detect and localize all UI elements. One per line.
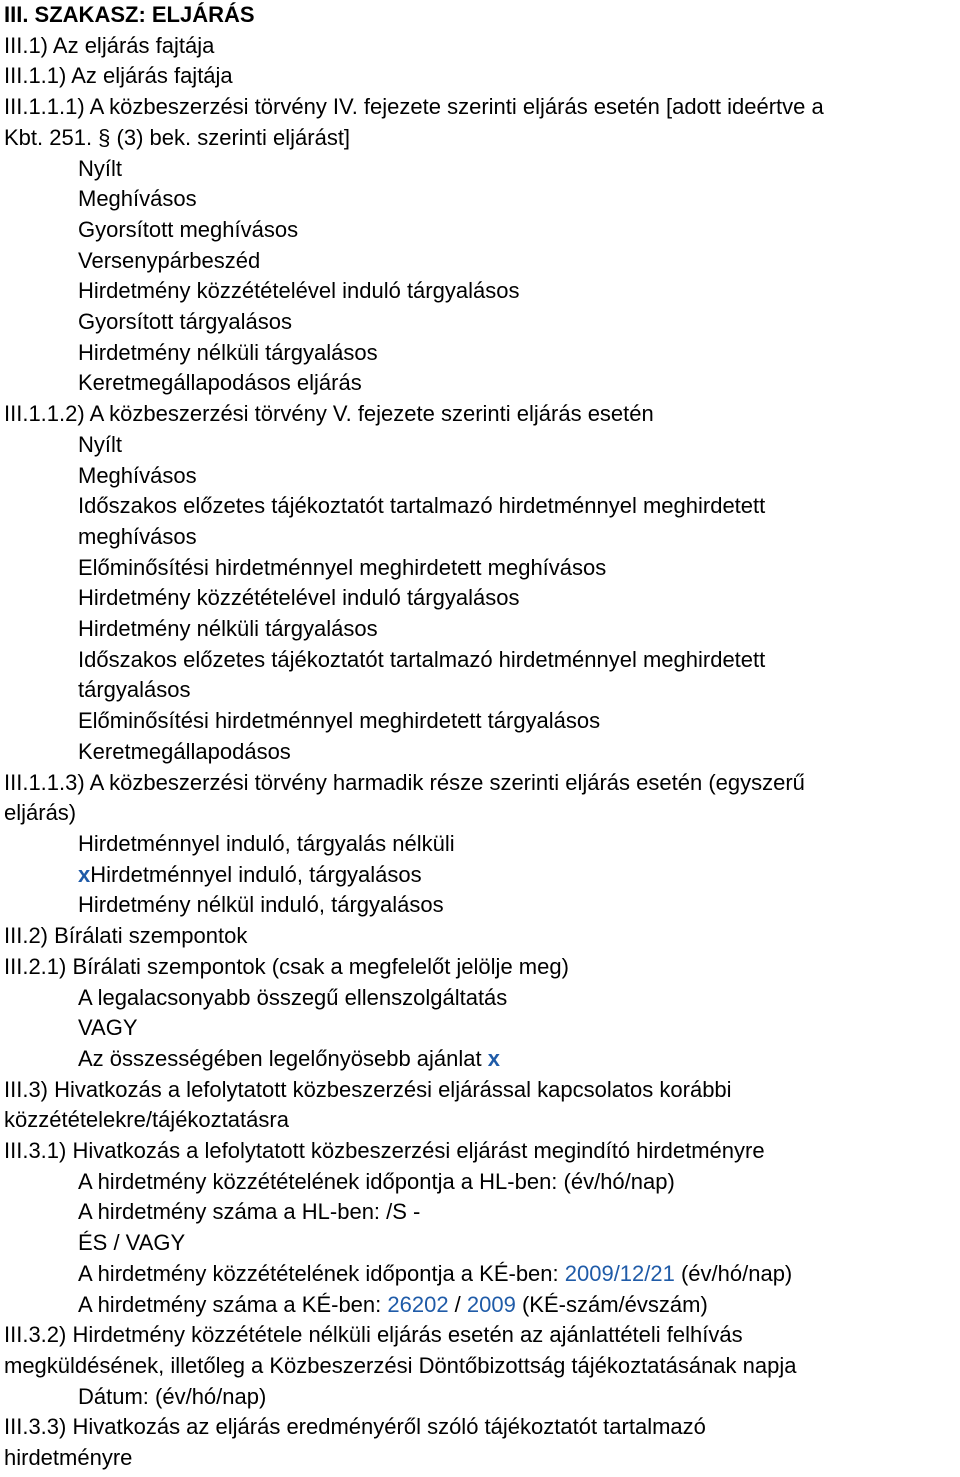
hl-date-label: A hirdetmény közzétételének időpontja a HL-ben: (év/hó/nap) [78,1168,675,1194]
criteria-heading: III.2) Bírálati szempontok [4,923,248,949]
ke-date-line [4,1259,956,1290]
criteria-option-2-label: Az összességében legelőnyösebb ajánlat [78,1045,482,1071]
part4-option: Gyorsított tárgyalásos [78,309,292,335]
part5-option: meghívásos [78,523,197,549]
result-heading-line2: hirdetményre [4,1445,133,1471]
part5-option: Hirdetmény közzétételével induló tárgyalásos [78,585,520,611]
part3-option-2 [4,860,956,891]
part3-option-2-label: Hirdetménnyel induló, tárgyalásos [90,861,422,887]
ke-date-prefix: A hirdetmény közzétételének időpontja a KÉ-ben: [78,1260,565,1286]
part4-option: Meghívásos [78,186,197,212]
part5-option: Előminősítési hirdetménnyel meghirdetett tárgyalásos [78,708,601,734]
ke-year-value: 2009 [466,1291,516,1317]
part4-option: Hirdetmény közzétételével induló tárgyalásos [78,278,520,304]
part5-heading: III.1.1.2) A közbeszerzési törvény V. fejezete szerinti eljárás esetén [4,401,654,427]
ke-number-suffix: (KÉ-szám/évszám) [515,1291,708,1317]
part5-option: Keretmegállapodásos [78,738,291,764]
criteria-option-1: A legalacsonyabb összegű ellenszolgáltatás [78,984,508,1010]
part5-option: Időszakos előzetes tájékoztatót tartalmazó hirdetménnyel meghirdetett [78,493,766,519]
part3-option-1: Hirdetménnyel induló, tárgyalás nélküli [78,830,455,856]
procedure-type-subheading: III.1.1) Az eljárás fajtája [4,63,233,89]
selected-mark: x [487,1045,500,1071]
part4-option: Versenypárbeszéd [78,247,261,273]
ke-number-line [4,1290,956,1321]
part5-option: tárgyalásos [78,677,191,703]
part5-option: Hirdetmény nélküli tárgyalásos [78,616,378,642]
ke-number-value: 26202 [387,1291,449,1317]
section-title: III. SZAKASZ: ELJÁRÁS [4,2,255,27]
part4-option: Nyílt [78,155,122,181]
criteria-option-2 [4,1044,956,1075]
part4-option: Keretmegállapodásos eljárás [78,370,362,396]
criteria-or: VAGY [78,1015,138,1041]
part5-option: Előminősítési hirdetménnyel meghirdetett meghívásos [78,554,607,580]
part5-option: Időszakos előzetes tájékoztatót tartalmazó hirdetménnyel meghirdetett [78,646,766,672]
part5-option: Meghívásos [78,462,197,488]
criteria-subheading: III.2.1) Bírálati szempontok (csak a megfelelőt jelölje meg) [4,953,569,979]
reference-heading-line2: közzétételekre/tájékoztatásra [4,1107,289,1133]
ke-date-value: 2009/12/21 [564,1260,675,1286]
part3-option-3: Hirdetmény nélkül induló, tárgyalásos [78,892,444,918]
no-notice-heading-line2: megküldésének, illetőleg a Közbeszerzési Döntőbizottság tájékoztatásának napja [4,1352,797,1378]
notice-heading: III.3.1) Hivatkozás a lefolytatott közbeszerzési eljárást megindító hirdetményre [4,1138,765,1164]
part3-heading-line2: eljárás) [4,800,77,826]
selected-mark: x [78,861,91,887]
ke-number-separator: / [448,1291,467,1317]
part4-heading-line2: Kbt. 251. § (3) bek. szerinti eljárást] [4,124,351,150]
reference-heading-line1: III.3) Hivatkozás a lefolytatott közbeszerzési eljárással kapcsolatos korábbi [4,1076,732,1102]
no-notice-heading-line1: III.3.2) Hirdetmény közzététele nélküli eljárás esetén az ajánlattételi felhívás [4,1322,743,1348]
no-notice-date-label: Dátum: (év/hó/nap) [78,1383,267,1409]
part4-heading-line1: III.1.1.1) A közbeszerzési törvény IV. fejezete szerinti eljárás esetén [adott ideértve a [4,94,824,120]
result-heading-line1: III.3.3) Hivatkozás az eljárás eredményéről szóló tájékoztatót tartalmazó [4,1414,706,1440]
part4-option: Gyorsított meghívásos [78,216,299,242]
ke-date-suffix: (év/hó/nap) [674,1260,793,1286]
part3-heading-line1: III.1.1.3) A közbeszerzési törvény harmadik része szerinti eljárás esetén (egyszerű [4,769,805,795]
part4-option: Hirdetmény nélküli tárgyalásos [78,339,378,365]
part5-option: Nyílt [78,431,122,457]
ke-number-prefix: A hirdetmény száma a KÉ-ben: [78,1291,388,1317]
procedure-type-heading: III.1) Az eljárás fajtája [4,32,215,58]
and-or-label: ÉS / VAGY [78,1230,186,1256]
hl-number-label: A hirdetmény száma a HL-ben: /S - [78,1199,421,1225]
